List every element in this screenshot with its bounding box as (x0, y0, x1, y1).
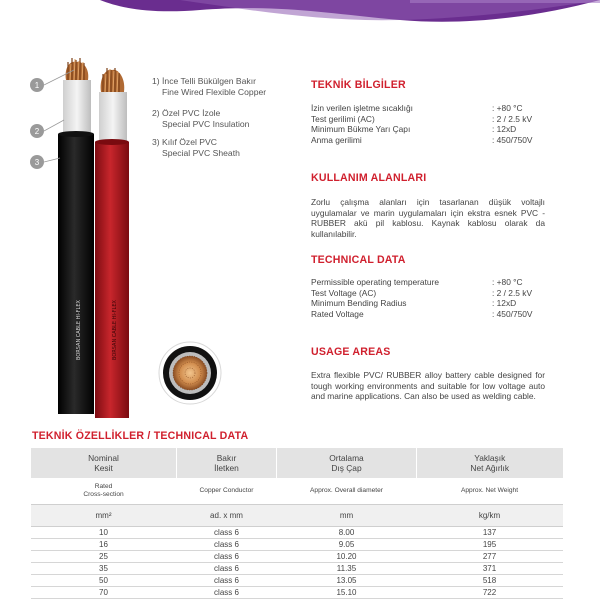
technical-data-list (311, 277, 551, 319)
header-diameter-en: Approx. Overall diameter (277, 478, 417, 504)
spec-key: Rated Voltage (311, 308, 364, 319)
section-title-usage-areas: USAGE AREAS (311, 346, 391, 358)
callout-3-tr: 3) Kılıf Özel PVC (152, 137, 217, 147)
section-title-technical-data: TECHNICAL DATA (311, 254, 406, 266)
unit-cell: kg/km (417, 504, 563, 526)
spec-key: Permissible operating temperature (311, 277, 440, 287)
spec-row (311, 277, 551, 288)
header-weight-tr: Yaklaşık Net Ağırlık (417, 448, 563, 478)
callout-3 (152, 137, 240, 159)
table-row (31, 562, 563, 574)
spec-value: : +80 °C (492, 103, 523, 113)
table-cell: 10 (31, 526, 177, 538)
table-cell: class 6 (177, 562, 277, 574)
spec-key: Test Voltage (AC) (311, 287, 377, 298)
table-cell: 25 (31, 550, 177, 562)
spec-row (311, 288, 551, 299)
callout-3-marker (30, 155, 60, 169)
red-cable-print: BORSAN CABLE HI-FLEX (112, 300, 118, 360)
spec-row (311, 103, 551, 114)
spec-table-body (31, 526, 563, 598)
callout-1 (152, 76, 266, 98)
table-cell: 15.10 (277, 586, 417, 598)
svg-text:1: 1 (34, 81, 40, 90)
table-cell: 8.00 (277, 526, 417, 538)
spec-row (311, 135, 551, 146)
table-cell: 10.20 (277, 550, 417, 562)
table-cell: 16 (31, 538, 177, 550)
section-title-kullanim-alanlari: KULLANIM ALANLARI (311, 172, 427, 184)
table-row (31, 586, 563, 598)
table-row (31, 574, 563, 586)
spec-value: : 450/750V (492, 134, 533, 145)
table-row (31, 526, 563, 538)
header-diameter-tr: Ortalama Dış Çap (277, 448, 417, 478)
spec-value: : 450/750V (492, 308, 533, 319)
table-cell: class 6 (177, 538, 277, 550)
table-cell: 70 (31, 586, 177, 598)
table-cell: 11.35 (277, 562, 417, 574)
table-cell: 518 (417, 574, 563, 586)
spec-key: Test gerilimi (AC) (311, 113, 375, 124)
callout-3-en: Special PVC Sheath (162, 148, 240, 158)
header-row-en (31, 478, 563, 504)
teknik-bilgiler-list (311, 103, 551, 145)
spec-row (311, 114, 551, 125)
table-cell: 277 (417, 550, 563, 562)
table-cell: 35 (31, 562, 177, 574)
spec-row (311, 298, 551, 309)
header-cross-section-tr: Nominal Kesit (31, 448, 177, 478)
table-cell: 50 (31, 574, 177, 586)
spec-value: : 12xD (492, 124, 517, 135)
table-cell: 9.05 (277, 538, 417, 550)
table-row (31, 538, 563, 550)
spec-key: Anma gerilimi (311, 134, 362, 145)
spec-value: : 2 / 2.5 kV (492, 113, 533, 124)
callout-1-en: Fine Wired Flexible Copper (162, 87, 267, 97)
spec-value: : 2 / 2.5 kV (492, 287, 533, 298)
unit-cell: mm² (31, 504, 177, 526)
spec-key: İzin verilen işletme sıcaklığı (311, 103, 413, 113)
table-cell: 371 (417, 562, 563, 574)
spec-table-title: TEKNİK ÖZELLİKLER / TECHNICAL DATA (32, 430, 249, 442)
section-title-teknik-bilgiler: TEKNİK BİLGİLER (311, 79, 406, 91)
red-cable (95, 68, 129, 418)
header-row-tr (31, 448, 563, 478)
spec-row (311, 124, 551, 135)
callout-2 (152, 108, 249, 130)
table-cell: 195 (417, 538, 563, 550)
table-cell: 13.05 (277, 574, 417, 586)
callout-2-tr: 2) Özel PVC İzole (152, 108, 221, 118)
table-cell: class 6 (177, 574, 277, 586)
usage-areas-text: Extra flexible PVC/ RUBBER alloy battery cable designed for tough working environments and suitable for low voltage auto and marine applications. Can also be used as welding cable. (311, 370, 545, 402)
black-cable-print: BORSAN CABLE HI-FLEX (76, 300, 82, 360)
table-cell: 722 (417, 586, 563, 598)
svg-text:3: 3 (34, 158, 40, 167)
table-cell: class 6 (177, 550, 277, 562)
table-cell: 137 (417, 526, 563, 538)
cable-illustration (0, 40, 240, 430)
header-band (0, 0, 600, 34)
spec-table (30, 448, 563, 599)
spec-row (311, 309, 551, 320)
cable-cross-section (159, 342, 221, 404)
unit-cell: ad. x mm (177, 504, 277, 526)
callout-1-tr: 1) İnce Telli Bükülgen Bakır (152, 76, 256, 86)
header-conductor-tr: Bakır İletken (177, 448, 277, 478)
table-cell: class 6 (177, 526, 277, 538)
spec-key: Minimum Bending Radius (311, 298, 407, 309)
table-row (31, 550, 563, 562)
callout-2-en: Special PVC Insulation (162, 119, 250, 129)
table-cell: class 6 (177, 586, 277, 598)
header-cross-section-en: Rated Cross-section (31, 478, 177, 504)
unit-cell: mm (277, 504, 417, 526)
spec-value: : +80 °C (492, 277, 523, 287)
header-conductor-en: Copper Conductor (177, 478, 277, 504)
spec-value: : 12xD (492, 298, 517, 309)
svg-text:2: 2 (34, 127, 40, 136)
header-weight-en: Approx. Net Weight (417, 478, 563, 504)
header-row-units (31, 504, 563, 526)
spec-key: Minimum Bükme Yarı Çapı (311, 124, 411, 135)
kullanim-alanlari-text: Zorlu çalışma alanları için tasarlanan düşük voltajlı uygulamalar ve marin uygulamaları için ekstra esnek PVC - RUBBER akü pil kablosu. Kaynak kablosu olarak da kullanılabilir. (311, 197, 545, 239)
